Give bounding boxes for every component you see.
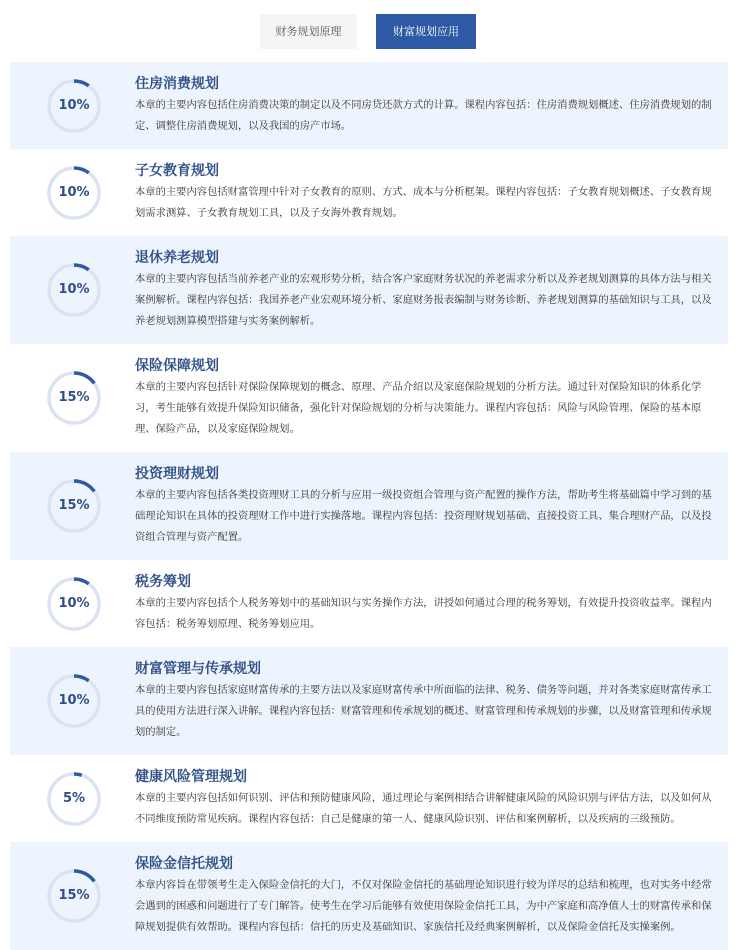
chapter-description: 本章的主要内容包括财富管理中针对子女教育的原则、方式、成本与分析框架。课程内容包括：子女教育规划概述、子女教育规划需求测算、子女教育规划工具，以及子女海外教育规划。 [135,186,712,219]
progress-ring [46,78,102,134]
chapter-title[interactable]: 子女教育规划 [135,163,219,179]
progress-percent: 10% [58,595,90,611]
progress-percent: 5% [62,790,86,806]
chapter-description: 本章的主要内容包括针对保险保障规划的概念、原理、产品介绍以及家庭保险规划的分析方法。通过针对保险知识的体系化学习，考生能够有效提升保险知识储备，强化针对保险规划的分析与决策能力。课程内容包括：风险与风险管理、保险的基本原理、保险产品，以及家庭保险规划。 [135,381,702,435]
chapter-card [10,647,728,755]
chapter-title[interactable]: 健康风险管理规划 [135,769,247,785]
chapter-card [10,62,728,149]
chapter-description: 本章的主要内容包括当前养老产业的宏观形势分析，结合客户家庭财务状况的养老需求分析以及养老规划测算的具体方法与相关案例解析。课程内容包括：我国养老产业宏观环境分析、家庭财务报表编制与财务诊断、养老规划测算的基础知识与工具，以及养老规划测算模型搭建与实务案例解析。 [135,273,712,327]
progress-percent: 15% [58,390,90,405]
progress-ring [46,868,102,924]
chapter-description: 本章的主要内容包括各类投资理财工具的分析与应用一级投资组合管理与资产配置的操作方法，帮助考生将基础篇中学习到的基础理论知识在具体的投资理财工作中进行实操落地。课程内容包括：投资理财规划基础、直接投资工具、集合理财产品，以及投资组合管理与资产配置。 [135,489,712,543]
chapter-card [10,149,728,236]
progress-ring [46,165,102,221]
chapter-card [10,452,728,560]
tab-bar [0,14,738,49]
chapter-description: 本章的主要内容包括住房消费决策的制定以及不同房贷还款方式的计算。课程内容包括：住房消费规划概述、住房消费规划的制定、调整住房消费规划，以及我国的房产市场。 [135,99,712,132]
chapter-description: 本章内容旨在带领考生走入保险金信托的大门，不仅对保险金信托的基础理论知识进行较为详尽的总结和梳理，也对实务中经常会遇到的困惑和问题进行了专门解答。使考生在学习后能够有效使用保险金信托工具，为中产家庭和高净值人士的财富传承和保障规划提供有效帮助。课程内容包括：信托的历史及基础知识、家族信托及经典案例解析，以及保险金信托及实操案例。 [135,879,712,933]
chapter-card [10,344,728,452]
progress-ring [46,673,102,729]
chapter-title[interactable]: 投资理财规划 [135,466,219,482]
chapter-card [10,236,728,344]
tab-wealth-planning-application[interactable]: 财富规划应用 [376,14,476,49]
progress-percent: 10% [58,97,90,113]
chapter-title[interactable]: 住房消费规划 [135,76,219,92]
progress-percent: 10% [58,693,90,708]
progress-ring [46,771,102,827]
chapter-card [10,755,728,842]
chapter-card [10,560,728,647]
progress-percent: 10% [58,184,90,200]
progress-percent: 15% [58,888,90,903]
tab-financial-planning-principles[interactable]: 财务规划原理 [260,14,357,49]
chapter-description: 本章的主要内容包括家庭财富传承的主要方法以及家庭财富传承中所面临的法律、税务、债务等问题，并对各类家庭财富传承工具的使用方法进行深入讲解。课程内容包括：财富管理和传承规划的概述、财富管理和传承规划的步骤，以及财富管理和传承规划的制定。 [135,684,712,738]
chapter-title[interactable]: 保险金信托规划 [135,856,233,872]
chapter-list [10,62,728,950]
chapter-description: 本章的主要内容包括个人税务筹划中的基础知识与实务操作方法，讲授如何通过合理的税务筹划，有效提升投资收益率。课程内容包括：税务筹划原理、税务筹划应用。 [135,597,712,630]
chapter-title[interactable]: 退休养老规划 [135,250,219,266]
chapter-title[interactable]: 税务筹划 [135,574,191,590]
progress-ring [46,370,102,426]
progress-ring [46,576,102,632]
chapter-description: 本章的主要内容包括如何识别、评估和预防健康风险，通过理论与案例相结合讲解健康风险的风险识别与评估方法，以及如何从不同维度预防常见疾病。课程内容包括：自己是健康的第一人、健康风险识别、评估和案例解析，以及疾病的三级预防。 [135,792,712,825]
progress-ring [46,262,102,318]
progress-ring [46,478,102,534]
chapter-title[interactable]: 保险保障规划 [135,358,219,374]
progress-percent: 15% [58,498,90,513]
progress-percent: 10% [58,282,90,297]
chapter-title[interactable]: 财富管理与传承规划 [135,661,261,677]
